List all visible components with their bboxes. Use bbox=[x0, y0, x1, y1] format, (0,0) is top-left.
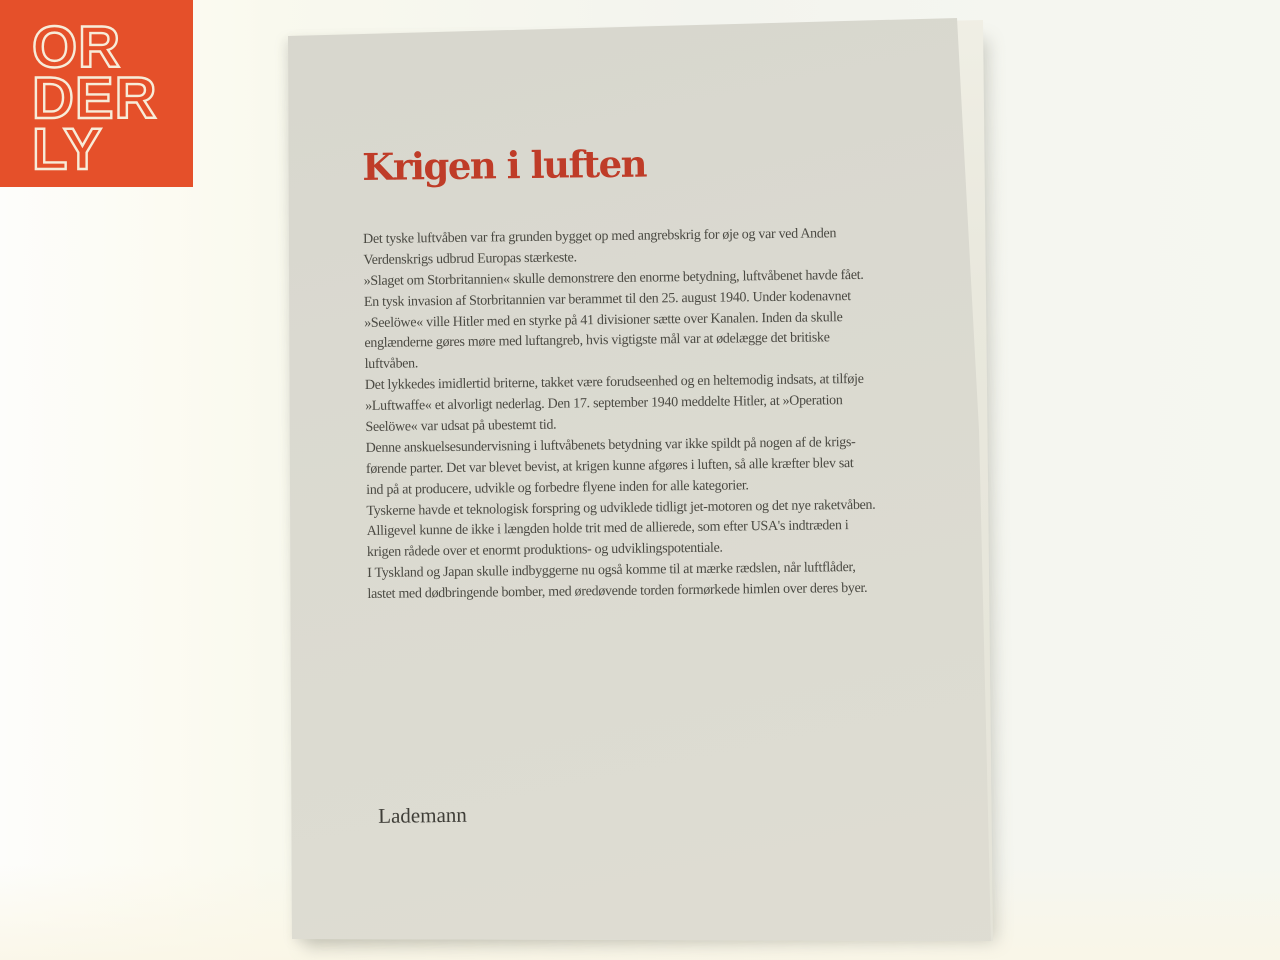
description-line: englænderne gøres møre med luftangreb, hvis vigtigste mål var at ødelægge det britiske bbox=[364, 330, 830, 352]
description-line: krigen rådede over et enormt produktions- og udviklingspotentiale. bbox=[366, 540, 723, 561]
description-line: »Slaget om Storbritannien« skulle demonstrere den enorme betydning, luftvåbenet havde fået. bbox=[363, 267, 864, 289]
logo-line-3: LY bbox=[32, 117, 103, 182]
description-line: lastet med dødbringende bomber, med øredøvende torden formørkede himlen over deres byer. bbox=[367, 581, 868, 603]
book-description bbox=[363, 223, 968, 606]
description-line: Seelöwe« var udsat på ubestemt tid. bbox=[365, 417, 557, 435]
book-title: Krigen i luften bbox=[361, 141, 647, 189]
description-line: luftvåben. bbox=[364, 356, 419, 373]
description-line: Det lykkedes imidlertid briterne, takket være forudseenhed og en heltemodig indsats, at tilføje bbox=[364, 372, 864, 394]
description-line: Alligevel kunne de ikke i længden holde trit med de allierede, som efter USA's indtræden i bbox=[366, 518, 849, 540]
logo-line-2: DER bbox=[32, 66, 158, 131]
description-line: ind på at producere, udvikle og forbedre flyene inden for alle kategorier. bbox=[366, 477, 749, 498]
description-line: Det tyske luftvåben var fra grunden bygget op med angrebskrig for øje og var ved Anden bbox=[363, 226, 837, 247]
description-line: I Tyskland og Japan skulle indbyggerne nu også komme til at mærke rædslen, når luftflåder, bbox=[367, 560, 856, 582]
description-line: »Seelöwe« ville Hitler med en styrke på 41 divisioner sætte over Kanalen. Inden da skulle bbox=[364, 309, 843, 331]
cover-content bbox=[362, 139, 971, 866]
logo-line-1: OR bbox=[32, 15, 121, 80]
publisher-name: Lademann bbox=[378, 802, 467, 828]
description-line: »Luftwaffe« et alvorligt nederlag. Den 17. september 1940 meddelte Hitler, at »Operation bbox=[365, 393, 843, 415]
description-line: Verdenskrigs udbrud Europas stærkeste. bbox=[363, 250, 577, 268]
orderly-logo-letters bbox=[0, 0, 193, 187]
orderly-logo bbox=[0, 0, 193, 187]
description-line: førende parter. Det var blevet bevist, at krigen kunne afgøres i luften, så alle kræfter blev sat bbox=[365, 455, 854, 477]
description-line: Denne anskuelsesundervisning i luftvåbenets betydning var ikke spildt på nogen af de krigs- bbox=[365, 434, 856, 456]
description-line: En tysk invasion af Storbritannien var berammet til den 25. august 1940. Under kodenavnet bbox=[363, 288, 851, 310]
description-line: Tyskerne havde et teknologisk forspring og udviklede tidligt jet-motoren og det nye raketvåben. bbox=[366, 497, 876, 519]
